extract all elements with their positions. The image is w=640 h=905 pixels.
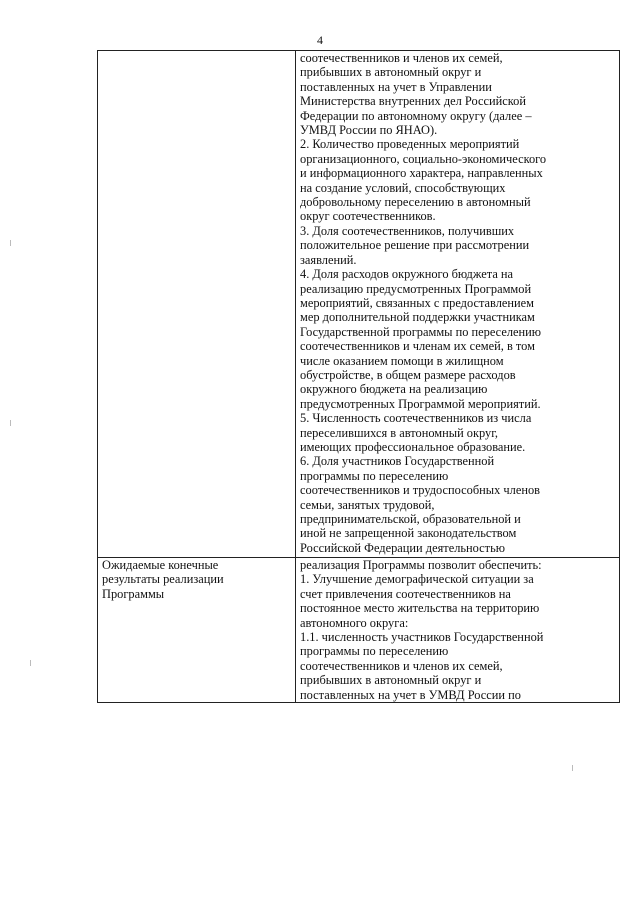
content-line: числе оказанием помощи в жилищном	[300, 353, 504, 368]
content-line: Российской Федерации деятельностью	[300, 540, 505, 555]
content-line: автономного округа:	[300, 615, 409, 630]
content-line: соотечественников и членов их семей,	[300, 658, 503, 673]
content-line: предусмотренных Программой мероприятий.	[300, 396, 541, 411]
content-line: реализация Программы позволит обеспечить:	[300, 558, 542, 572]
content-line: прибывших в автономный округ и	[300, 673, 482, 688]
table-row	[98, 51, 620, 558]
content-line: поставленных на учет в Управлении	[300, 79, 492, 94]
program-passport-table	[97, 50, 620, 703]
content-line: Федерации по автономному округу (далее –	[300, 108, 532, 123]
content-line: организационного, социально-экономического	[300, 151, 547, 166]
content-line: 6. Доля участников Государственной	[300, 454, 495, 469]
content-line: предпринимательской, образовательной и	[300, 512, 521, 526]
label-line: Ожидаемые конечные	[102, 558, 219, 572]
content-line: реализацию предусмотренных Программой	[300, 281, 532, 296]
content-line: на создание условий, способствующих	[300, 180, 506, 195]
content-line: положительное решение при рассмотрении	[300, 238, 530, 253]
row-content-cell	[296, 51, 620, 558]
label-line: Программы	[102, 586, 165, 601]
content-line: 2. Количество проведенных мероприятий	[300, 137, 520, 152]
content-line: окружного бюджета на реализацию	[300, 382, 488, 397]
table-row	[98, 558, 620, 703]
label-line: результаты реализации	[102, 572, 224, 587]
row-label-cell	[98, 558, 296, 703]
content-line: соотечественников и членам их семей, в том	[300, 339, 535, 354]
content-line: 1. Улучшение демографической ситуации за	[300, 572, 534, 587]
content-line: постоянное место жительства на территорию	[300, 601, 540, 616]
content-line: семьи, занятых трудовой,	[300, 497, 435, 512]
content-line: УМВД России по ЯНАО).	[300, 123, 438, 138]
scan-mark	[572, 765, 573, 771]
content-line: поставленных на учет в УМВД России по	[300, 687, 521, 702]
content-line: мероприятий, связанных с предоставлением	[300, 295, 535, 310]
content-line: добровольному переселению в автономный	[300, 195, 531, 210]
content-line: 3. Доля соотечественников, получивших	[300, 223, 515, 238]
content-line: переселившихся в автономный округ,	[300, 425, 499, 440]
scan-mark	[10, 240, 11, 246]
content-line: соотечественников и членов их семей,	[300, 51, 503, 65]
row-label-cell	[98, 51, 296, 558]
scan-mark	[10, 420, 11, 426]
content-line: программы по переселению	[300, 468, 449, 483]
content-line: соотечественников и трудоспособных членов	[300, 483, 541, 498]
content-line: счет привлечения соотечественников на	[300, 586, 511, 601]
content-line: Министерства внутренних дел Российской	[300, 94, 526, 109]
scan-mark	[30, 660, 31, 666]
content-line: Государственной программы по переселению	[300, 324, 542, 339]
content-line: программы по переселению	[300, 644, 449, 659]
row-content-cell	[296, 558, 620, 703]
content-line: округ соотечественников.	[300, 209, 436, 224]
content-line: 4. Доля расходов окружного бюджета на	[300, 267, 514, 282]
content-line: прибывших в автономный округ и	[300, 65, 482, 80]
content-line: мер дополнительной поддержки участникам	[300, 310, 535, 325]
content-line: обустройстве, в общем размере расходов	[300, 367, 516, 382]
content-line: и информационного характера, направленных	[300, 166, 543, 181]
content-line: иной не запрещенной законодательством	[300, 526, 517, 541]
content-line: имеющих профессиональное образование.	[300, 439, 526, 454]
content-line: заявлений.	[300, 252, 357, 267]
content-line: 5. Численность соотечественников из числа	[300, 411, 532, 426]
content-line: 1.1. численность участников Государственной	[300, 630, 544, 645]
page-number: 4	[317, 33, 323, 47]
